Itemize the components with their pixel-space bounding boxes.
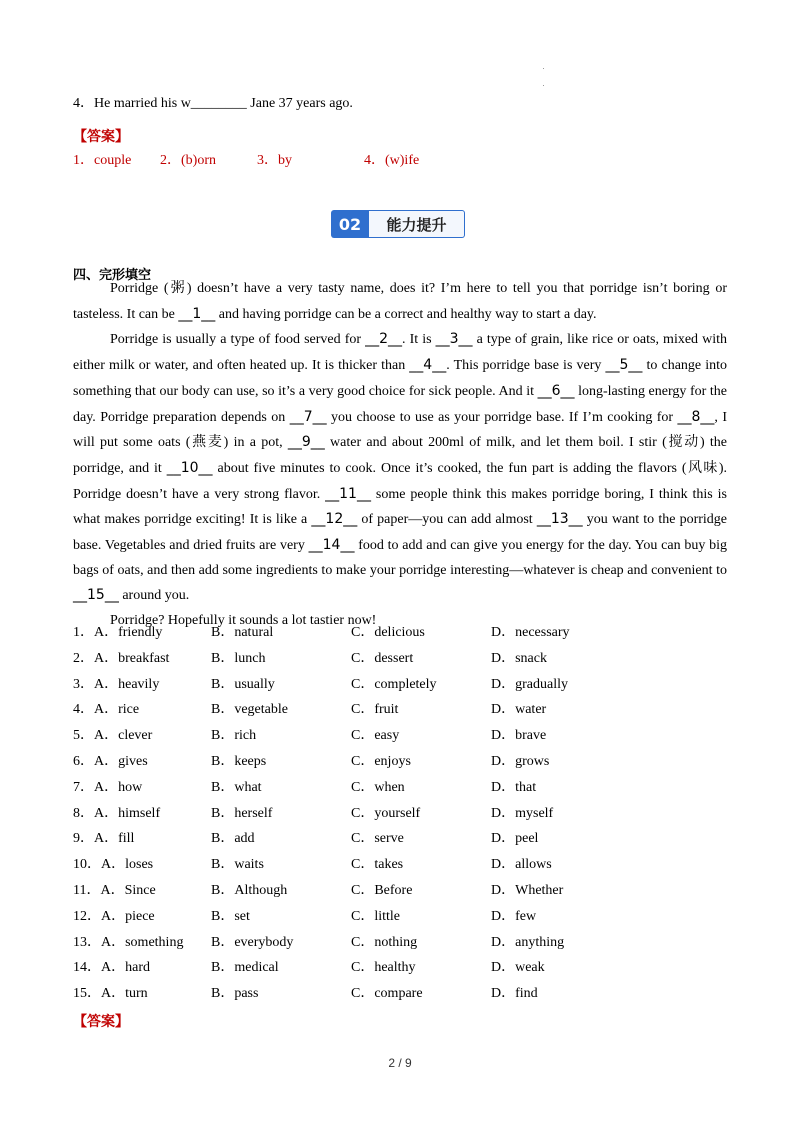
page-number: 2 / 9 bbox=[388, 1056, 412, 1070]
option-b: B．keeps bbox=[211, 754, 267, 769]
option-a: 5．A．clever bbox=[73, 728, 153, 744]
answer-label-2: 【答案】 bbox=[73, 1014, 129, 1030]
option-b: B．medical bbox=[211, 960, 279, 976]
option-c: C．compare bbox=[351, 986, 423, 1002]
badge-number: 02 bbox=[331, 210, 369, 238]
passage-paragraph-2: Porridge is usually a type of food served for __2__. It is __3__ a type of grain, like rice or oats, mixed with either milk or water, and often heated up. It is thicker than __4__. This porridge base is very __5__ to change into something that our body can use, so it’s a very good choice for sick people. And it __6__ long-lasting energy for the day. Porridge preparation depends on __7__ you choose to use as your porridge base. If I’m cooking for __8__, I will put some oats (燕麦) in a pot, __9__ water and about 200ml of milk, and let them boil. I stir (搅动) the porridge, and it __10__ about five minutes to cook. Once it’s cooked, the fun part is adding the flavors (风味). Porridge doesn’t have a very strong flavor. __11__ some people think this makes porridge boring, I think this is what makes porridge exciting! It is like a __12__ of paper—you can add almost __13__ you want to the porridge base. Vegetables and dried fruits are very __14__ food to add and can give you energy for the day. You can buy big bags of oats, and then add some ingredients to make your porridge interesting—whatever is cheap and convenient to __15__ around you. bbox=[73, 331, 728, 604]
option-a: 14．A．hard bbox=[73, 960, 150, 976]
option-a: 11．A．Since bbox=[73, 883, 156, 898]
option-b: B．pass bbox=[211, 986, 259, 1002]
answer-item: 2．(b)orn bbox=[160, 153, 216, 168]
option-b: B．set bbox=[211, 908, 250, 924]
option-c: C．takes bbox=[351, 857, 404, 873]
option-c: C．enjoys bbox=[351, 754, 411, 769]
option-d: D．few bbox=[491, 908, 537, 924]
option-d: D．grows bbox=[491, 754, 550, 769]
option-row bbox=[73, 649, 733, 669]
option-b: B．what bbox=[211, 779, 262, 795]
answer-item: 3．by bbox=[257, 153, 292, 168]
passage-paragraph-3: Porridge? Hopefully it sounds a lot tastier now! bbox=[110, 613, 377, 629]
option-a: 4．A．rice bbox=[73, 702, 140, 718]
option-c: C．yourself bbox=[351, 805, 421, 821]
option-d: D．water bbox=[491, 702, 547, 718]
option-c: C．serve bbox=[351, 831, 404, 847]
option-row bbox=[73, 907, 733, 927]
badge-title: 能力提升 bbox=[369, 210, 465, 238]
option-c: C．Before bbox=[351, 883, 413, 898]
option-c: C．completely bbox=[351, 676, 437, 692]
option-b: B．natural bbox=[211, 625, 274, 640]
section-badge bbox=[331, 210, 465, 238]
option-b: B．Although bbox=[211, 883, 288, 898]
option-c: C．delicious bbox=[351, 625, 425, 640]
option-b: B．vegetable bbox=[211, 702, 288, 718]
option-a: 6．A．gives bbox=[73, 754, 148, 769]
answer-item: 1．couple bbox=[73, 153, 132, 168]
passage-paragraph-1: Porridge (粥) doesn’t have a very tasty name, does it? I’m here to tell you that porridge isn’t boring or tasteless. It can be __1__ and having porridge can be a correct and healthy way to start a day. bbox=[73, 281, 727, 322]
option-row bbox=[73, 881, 733, 901]
option-d: D．peel bbox=[491, 831, 539, 847]
option-a: 9．A．fill bbox=[73, 831, 135, 847]
option-row bbox=[73, 829, 733, 849]
option-a: 13．A．something bbox=[73, 934, 184, 950]
option-row bbox=[73, 675, 733, 695]
option-row bbox=[73, 623, 733, 643]
option-row bbox=[73, 933, 733, 953]
option-d: D．anything bbox=[491, 934, 565, 950]
option-c: C．nothing bbox=[351, 934, 418, 950]
option-d: D．Whether bbox=[491, 883, 564, 898]
answer-item: 4．(w)ife bbox=[364, 153, 420, 168]
option-b: B．lunch bbox=[211, 650, 266, 666]
option-d: D．necessary bbox=[491, 625, 570, 640]
option-c: C．dessert bbox=[351, 650, 414, 666]
option-d: D．that bbox=[491, 779, 537, 795]
option-b: B．add bbox=[211, 831, 255, 847]
option-b: B．usually bbox=[211, 676, 275, 692]
option-c: C．when bbox=[351, 779, 405, 795]
option-d: D．find bbox=[491, 986, 538, 1002]
option-b: B．waits bbox=[211, 857, 264, 873]
option-d: D．gradually bbox=[491, 676, 568, 692]
option-row bbox=[73, 855, 733, 875]
section-title: 四、完形填空 bbox=[73, 268, 152, 283]
option-a: 15．A．turn bbox=[73, 986, 148, 1002]
option-row bbox=[73, 804, 733, 824]
option-row bbox=[73, 700, 733, 720]
option-d: D．allows bbox=[491, 857, 552, 873]
option-row bbox=[73, 726, 733, 746]
option-c: C．little bbox=[351, 908, 400, 924]
option-a: 2．A．breakfast bbox=[73, 650, 170, 666]
option-d: D．brave bbox=[491, 728, 547, 744]
option-row bbox=[73, 778, 733, 798]
option-a: 8．A．himself bbox=[73, 805, 161, 821]
option-b: B．herself bbox=[211, 805, 273, 821]
option-row bbox=[73, 752, 733, 772]
option-d: D．myself bbox=[491, 805, 554, 821]
question-4: 4．He married his w________ Jane 37 years ago. bbox=[73, 96, 353, 111]
answer-label: 【答案】 bbox=[73, 129, 129, 145]
option-b: B．rich bbox=[211, 728, 257, 744]
scan-mark bbox=[543, 85, 544, 86]
option-d: D．snack bbox=[491, 650, 547, 666]
option-a: 3．A．heavily bbox=[73, 676, 160, 692]
option-c: C．fruit bbox=[351, 702, 399, 718]
option-a: 10．A．loses bbox=[73, 857, 154, 873]
option-c: C．easy bbox=[351, 728, 400, 744]
option-c: C．healthy bbox=[351, 960, 416, 976]
option-row bbox=[73, 958, 733, 978]
option-row bbox=[73, 984, 733, 1004]
option-a: 7．A．how bbox=[73, 779, 143, 795]
scan-mark bbox=[543, 68, 544, 69]
passage bbox=[73, 277, 727, 634]
option-d: D．weak bbox=[491, 960, 545, 976]
option-b: B．everybody bbox=[211, 934, 294, 950]
option-a: 1．A．friendly bbox=[73, 625, 163, 640]
option-a: 12．A．piece bbox=[73, 908, 155, 924]
